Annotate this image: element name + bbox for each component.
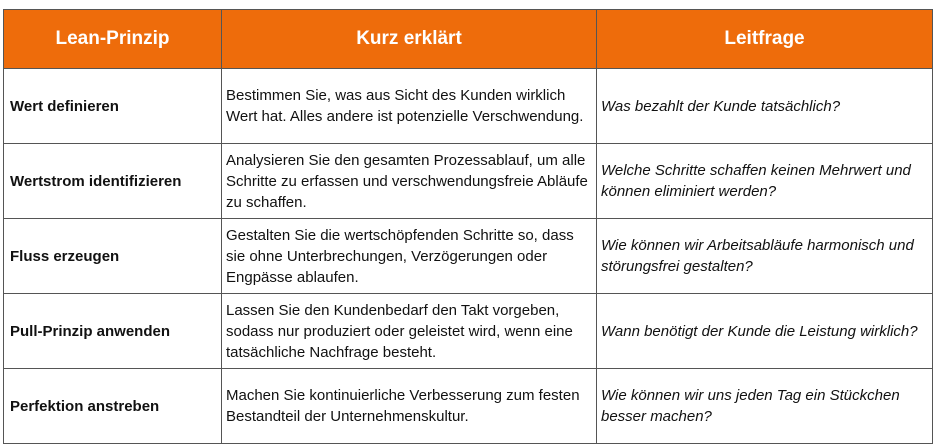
principle-cell: Perfektion anstreben: [4, 369, 222, 444]
question-cell: Wie können wir Arbeitsabläufe harmonisch und störungsfrei gestalten?: [597, 219, 933, 294]
explanation-cell: Bestimmen Sie, was aus Sicht des Kunden wirklich Wert hat. Alles andere ist potenzielle Verschwendung.: [222, 69, 597, 144]
explanation-cell: Lassen Sie den Kundenbedarf den Takt vorgeben, sodass nur produziert oder geleistet wird, wenn eine tatsächliche Nachfrage besteht.: [222, 294, 597, 369]
question-cell: Was bezahlt der Kunde tatsächlich?: [597, 69, 933, 144]
explanation-cell: Gestalten Sie die wertschöpfenden Schritte so, dass sie ohne Unterbrechungen, Verzögerungen oder Engpässe ablaufen.: [222, 219, 597, 294]
lean-principles-table-container: [3, 9, 932, 442]
header-lean-prinzip: Lean-Prinzip: [4, 10, 222, 69]
explanation-cell: Analysieren Sie den gesamten Prozessablauf, um alle Schritte zu erfassen und verschwendungsfreie Abläufe zu schaffen.: [222, 144, 597, 219]
principle-cell: Wert definieren: [4, 69, 222, 144]
table-row: [4, 69, 933, 144]
header-leitfrage: Leitfrage: [597, 10, 933, 69]
principle-cell: Pull-Prinzip anwenden: [4, 294, 222, 369]
principle-cell: Fluss erzeugen: [4, 219, 222, 294]
explanation-cell: Machen Sie kontinuierliche Verbesserung zum festen Bestandteil der Unternehmenskultur.: [222, 369, 597, 444]
table-row: [4, 294, 933, 369]
question-cell: Wie können wir uns jeden Tag ein Stückchen besser machen?: [597, 369, 933, 444]
question-cell: Welche Schritte schaffen keinen Mehrwert und können eliminiert werden?: [597, 144, 933, 219]
table-row: [4, 219, 933, 294]
table-row: [4, 369, 933, 444]
lean-principles-table: [3, 9, 933, 444]
principle-cell: Wertstrom identifizieren: [4, 144, 222, 219]
header-kurz-erklaert: Kurz erklärt: [222, 10, 597, 69]
table-row: [4, 144, 933, 219]
question-cell: Wann benötigt der Kunde die Leistung wirklich?: [597, 294, 933, 369]
table-header-row: [4, 10, 933, 69]
